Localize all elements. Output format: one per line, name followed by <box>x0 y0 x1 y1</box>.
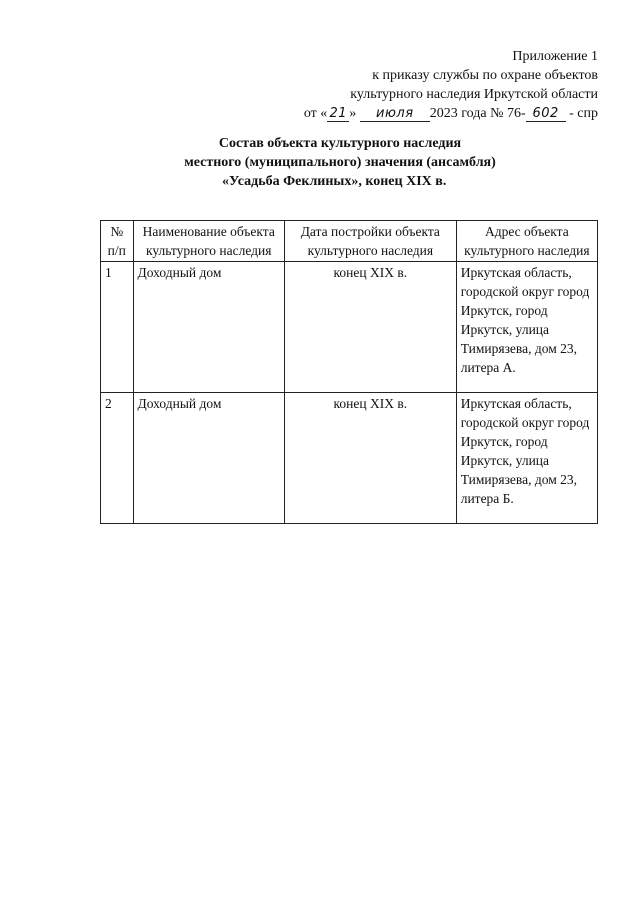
order-number-handwritten: 602 <box>526 107 566 122</box>
cell-num: 1 <box>101 262 134 393</box>
appendix-header <box>238 47 598 123</box>
title-line-1: Состав объекта культурного наследия <box>218 136 462 151</box>
cell-address: Иркутская область, городской округ город Иркутск, город Иркутск, улица Тимирязева, дом 23, литера Б. <box>456 393 597 524</box>
cell-date: конец XIX в. <box>284 262 456 393</box>
issuing-service: культурного наследия Иркутской области <box>350 87 598 102</box>
order-reference: к приказу службы по охране объектов <box>372 68 598 83</box>
heritage-objects-table <box>100 220 598 524</box>
title-line-2: местного (муниципального) значения (ансамбля) <box>184 155 496 170</box>
header-name: Наименование объекта культурного наследия <box>133 221 284 262</box>
table-header-row <box>101 221 598 262</box>
order-date-prefix: от « <box>303 106 328 121</box>
appendix-label: Приложение 1 <box>512 49 598 64</box>
cell-name: Доходный дом <box>133 393 284 524</box>
cell-num: 2 <box>101 393 134 524</box>
order-year-text: 2023 года № 76- <box>429 106 526 121</box>
header-num: № п/п <box>101 221 134 262</box>
order-suffix: - спр <box>565 106 598 121</box>
order-month-handwritten: июля <box>360 107 430 122</box>
table-row <box>101 262 598 393</box>
document-title <box>140 134 540 191</box>
cell-address: Иркутская область, городской округ город Иркутск, город Иркутск, улица Тимирязева, дом 23, литера А. <box>456 262 597 393</box>
cell-name: Доходный дом <box>133 262 284 393</box>
order-date-number <box>238 104 598 123</box>
title-line-3: «Усадьба Феклиных», конец XIX в. <box>222 174 447 189</box>
order-day-handwritten: 21 <box>327 107 349 122</box>
header-date: Дата постройки объекта культурного наследия <box>284 221 456 262</box>
order-date-mid: » <box>349 106 357 121</box>
table-row <box>101 393 598 524</box>
cell-date: конец XIX в. <box>284 393 456 524</box>
header-address: Адрес объекта культурного наследия <box>456 221 597 262</box>
